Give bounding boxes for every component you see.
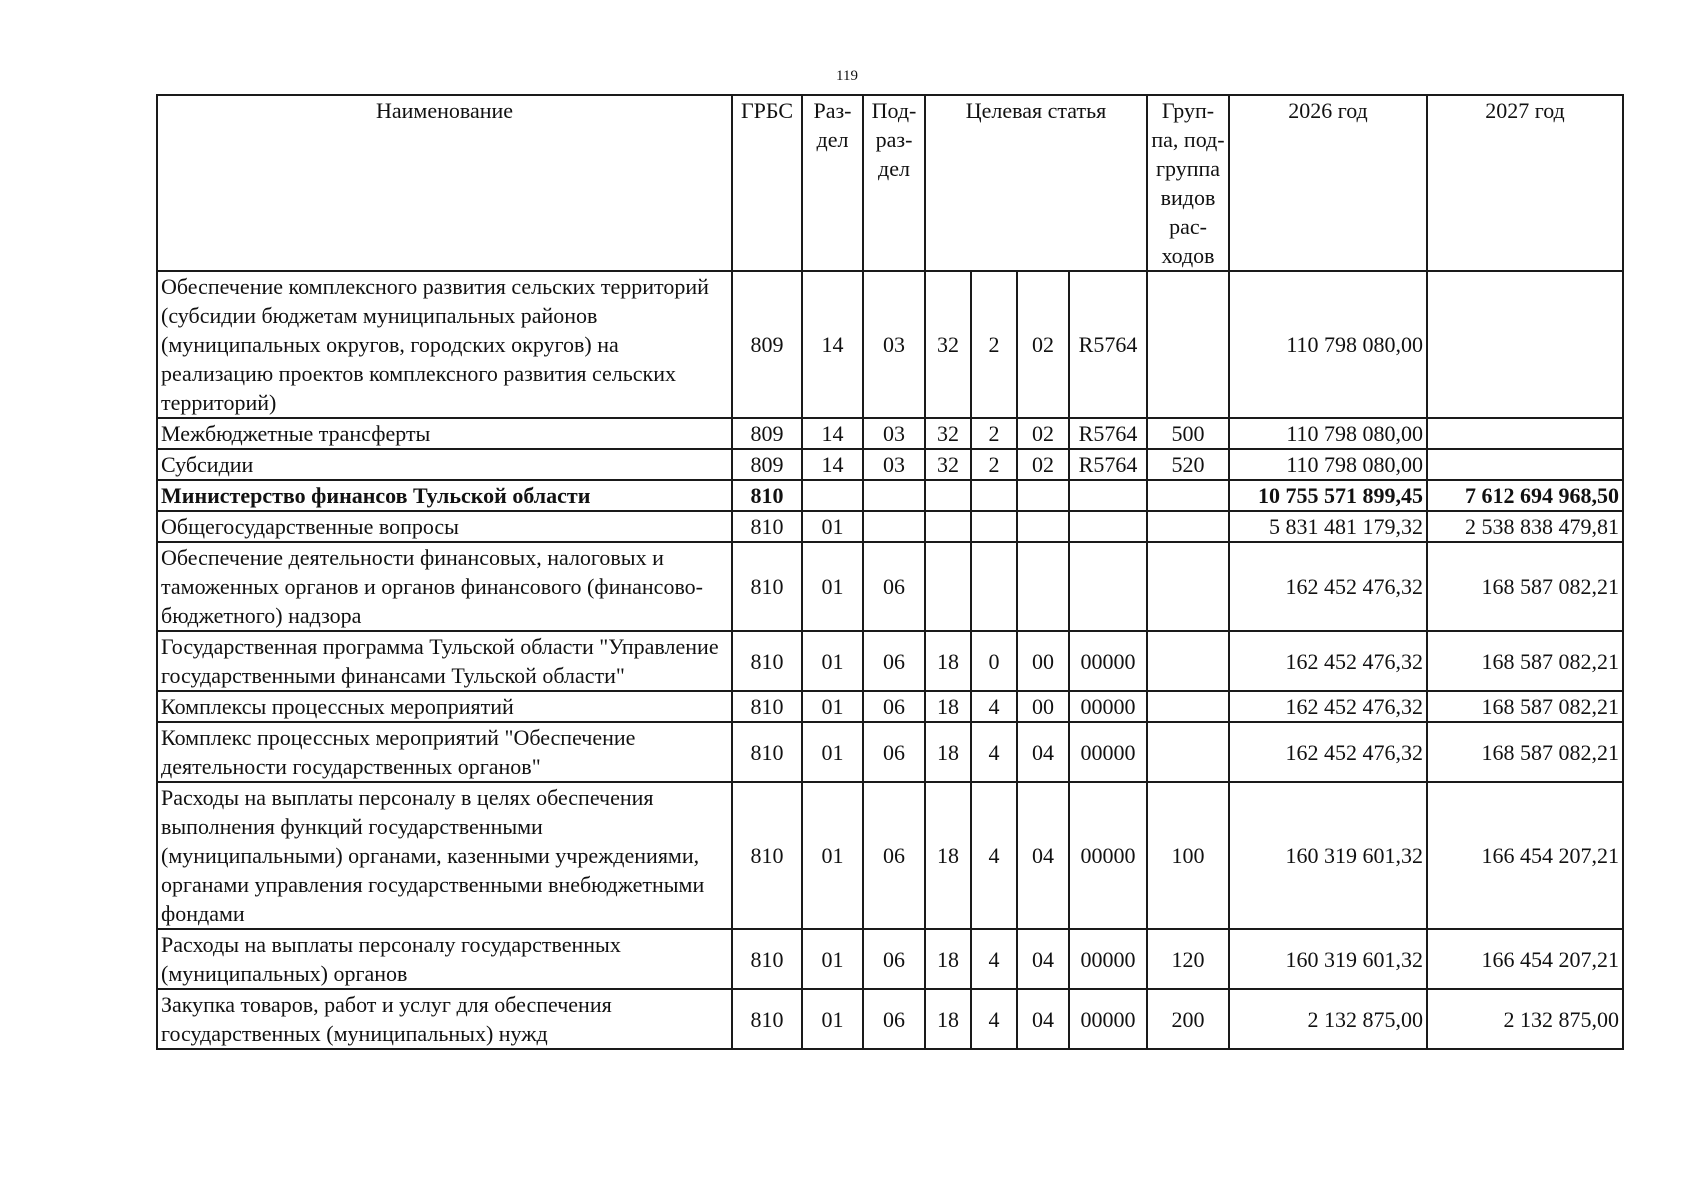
row-expense-group: 520 [1147, 449, 1229, 480]
row-razdel: 01 [802, 542, 863, 631]
row-razdel: 01 [802, 691, 863, 722]
row-amount-2026: 160 319 601,32 [1229, 929, 1427, 989]
table-body [157, 271, 1623, 1049]
header-year-2027: 2027 год [1427, 95, 1623, 271]
table-row [157, 631, 1623, 691]
row-name: Общегосударственные вопросы [157, 511, 732, 542]
row-razdel: 14 [802, 418, 863, 449]
row-target-program: 18 [925, 782, 971, 929]
row-target-direction: 00000 [1069, 722, 1147, 782]
row-target-type: 4 [971, 929, 1017, 989]
row-podrazdel: 06 [863, 631, 925, 691]
row-target-subprogram [1017, 511, 1069, 542]
row-expense-group: 100 [1147, 782, 1229, 929]
row-target-subprogram: 02 [1017, 449, 1069, 480]
row-target-type [971, 480, 1017, 511]
row-target-type [971, 511, 1017, 542]
row-target-direction: 00000 [1069, 631, 1147, 691]
table-row [157, 929, 1623, 989]
table-row [157, 782, 1623, 929]
row-target-subprogram [1017, 542, 1069, 631]
row-amount-2027 [1427, 271, 1623, 418]
row-name: Государственная программа Тульской области "Управление государственными финансами Тульской области" [157, 631, 732, 691]
row-target-program: 18 [925, 631, 971, 691]
table-row [157, 542, 1623, 631]
row-podrazdel [863, 511, 925, 542]
table-row [157, 418, 1623, 449]
row-name: Министерство финансов Тульской области [157, 480, 732, 511]
row-target-type: 2 [971, 449, 1017, 480]
row-grbs: 810 [732, 929, 802, 989]
row-grbs: 810 [732, 722, 802, 782]
row-target-direction: R5764 [1069, 271, 1147, 418]
row-amount-2026: 162 452 476,32 [1229, 691, 1427, 722]
row-podrazdel [863, 480, 925, 511]
row-target-subprogram: 02 [1017, 418, 1069, 449]
header-expense-group: Груп-па, под-группа видов рас-ходов [1147, 95, 1229, 271]
row-target-type: 2 [971, 418, 1017, 449]
row-target-subprogram: 02 [1017, 271, 1069, 418]
table-header [157, 95, 1623, 271]
header-year-2026: 2026 год [1229, 95, 1427, 271]
row-amount-2026: 110 798 080,00 [1229, 449, 1427, 480]
row-name: Комплексы процессных мероприятий [157, 691, 732, 722]
row-amount-2026: 162 452 476,32 [1229, 542, 1427, 631]
row-grbs: 810 [732, 989, 802, 1049]
row-amount-2027 [1427, 449, 1623, 480]
row-amount-2027: 2 538 838 479,81 [1427, 511, 1623, 542]
row-razdel: 01 [802, 511, 863, 542]
row-target-subprogram: 04 [1017, 722, 1069, 782]
budget-table [156, 94, 1624, 1050]
row-target-direction [1069, 511, 1147, 542]
row-expense-group: 200 [1147, 989, 1229, 1049]
row-expense-group: 500 [1147, 418, 1229, 449]
row-target-type: 2 [971, 271, 1017, 418]
row-amount-2027: 168 587 082,21 [1427, 631, 1623, 691]
row-target-direction: 00000 [1069, 691, 1147, 722]
row-expense-group [1147, 691, 1229, 722]
row-grbs: 810 [732, 480, 802, 511]
row-amount-2027: 166 454 207,21 [1427, 782, 1623, 929]
row-name: Расходы на выплаты персоналу государственных (муниципальных) органов [157, 929, 732, 989]
row-podrazdel: 06 [863, 929, 925, 989]
row-razdel: 01 [802, 722, 863, 782]
row-amount-2026: 162 452 476,32 [1229, 631, 1427, 691]
row-target-program: 18 [925, 691, 971, 722]
row-target-direction: 00000 [1069, 782, 1147, 929]
page-number: 119 [836, 68, 858, 84]
header-podrazdel: Под-раз-дел [863, 95, 925, 271]
header-name: Наименование [157, 95, 732, 271]
table-row [157, 722, 1623, 782]
table-row [157, 511, 1623, 542]
row-podrazdel: 06 [863, 989, 925, 1049]
row-target-program [925, 480, 971, 511]
row-amount-2026: 5 831 481 179,32 [1229, 511, 1427, 542]
row-grbs: 809 [732, 449, 802, 480]
row-amount-2026: 160 319 601,32 [1229, 782, 1427, 929]
row-target-direction: 00000 [1069, 929, 1147, 989]
row-amount-2026: 162 452 476,32 [1229, 722, 1427, 782]
row-razdel: 14 [802, 449, 863, 480]
row-target-program [925, 542, 971, 631]
row-target-program: 32 [925, 418, 971, 449]
row-amount-2027: 2 132 875,00 [1427, 989, 1623, 1049]
row-amount-2026: 110 798 080,00 [1229, 271, 1427, 418]
row-expense-group [1147, 542, 1229, 631]
row-target-program [925, 511, 971, 542]
row-grbs: 810 [732, 782, 802, 929]
row-amount-2027: 7 612 694 968,50 [1427, 480, 1623, 511]
row-target-program: 18 [925, 989, 971, 1049]
row-podrazdel: 03 [863, 271, 925, 418]
row-expense-group [1147, 480, 1229, 511]
row-expense-group: 120 [1147, 929, 1229, 989]
row-grbs: 810 [732, 691, 802, 722]
row-name: Закупка товаров, работ и услуг для обеспечения государственных (муниципальных) нужд [157, 989, 732, 1049]
row-target-subprogram [1017, 480, 1069, 511]
row-razdel: 14 [802, 271, 863, 418]
row-podrazdel: 06 [863, 691, 925, 722]
row-expense-group [1147, 631, 1229, 691]
row-target-direction: R5764 [1069, 418, 1147, 449]
row-podrazdel: 03 [863, 418, 925, 449]
row-grbs: 809 [732, 271, 802, 418]
table-row [157, 989, 1623, 1049]
row-grbs: 809 [732, 418, 802, 449]
row-amount-2027 [1427, 418, 1623, 449]
row-target-subprogram: 00 [1017, 631, 1069, 691]
table-row [157, 691, 1623, 722]
row-target-subprogram: 04 [1017, 989, 1069, 1049]
row-target-type: 4 [971, 989, 1017, 1049]
table-row [157, 449, 1623, 480]
header-razdel: Раз-дел [802, 95, 863, 271]
row-target-program: 32 [925, 449, 971, 480]
row-target-type: 4 [971, 782, 1017, 929]
row-target-subprogram: 04 [1017, 929, 1069, 989]
row-razdel [802, 480, 863, 511]
row-amount-2026: 110 798 080,00 [1229, 418, 1427, 449]
row-target-type [971, 542, 1017, 631]
row-name: Расходы на выплаты персоналу в целях обеспечения выполнения функций государственными (муниципальными) органами, казенными учреждениями, органами управления государственными внебюджетными фондами [157, 782, 732, 929]
row-target-subprogram: 04 [1017, 782, 1069, 929]
row-amount-2027: 168 587 082,21 [1427, 691, 1623, 722]
row-razdel: 01 [802, 989, 863, 1049]
row-name: Обеспечение деятельности финансовых, налоговых и таможенных органов и органов финансового (финансово-бюджетного) надзора [157, 542, 732, 631]
row-grbs: 810 [732, 542, 802, 631]
header-target-article: Целевая статья [925, 95, 1147, 271]
header-grbs: ГРБС [732, 95, 802, 271]
row-podrazdel: 06 [863, 542, 925, 631]
row-expense-group [1147, 511, 1229, 542]
row-amount-2026: 2 132 875,00 [1229, 989, 1427, 1049]
row-target-direction: 00000 [1069, 989, 1147, 1049]
row-name: Обеспечение комплексного развития сельских территорий (субсидии бюджетам муниципальных районов (муниципальных округов, городских округов) на реализацию проектов комплексного развития сельских территорий) [157, 271, 732, 418]
row-target-program: 18 [925, 722, 971, 782]
row-target-direction [1069, 480, 1147, 511]
row-podrazdel: 03 [863, 449, 925, 480]
row-amount-2027: 168 587 082,21 [1427, 542, 1623, 631]
row-target-program: 18 [925, 929, 971, 989]
row-grbs: 810 [732, 631, 802, 691]
row-expense-group [1147, 722, 1229, 782]
row-razdel: 01 [802, 782, 863, 929]
table-row [157, 480, 1623, 511]
row-target-type: 4 [971, 691, 1017, 722]
row-razdel: 01 [802, 929, 863, 989]
row-target-subprogram: 00 [1017, 691, 1069, 722]
row-amount-2027: 168 587 082,21 [1427, 722, 1623, 782]
row-podrazdel: 06 [863, 782, 925, 929]
table-row [157, 271, 1623, 418]
row-target-program: 32 [925, 271, 971, 418]
row-razdel: 01 [802, 631, 863, 691]
row-name: Субсидии [157, 449, 732, 480]
row-target-type: 4 [971, 722, 1017, 782]
row-amount-2027: 166 454 207,21 [1427, 929, 1623, 989]
row-expense-group [1147, 271, 1229, 418]
row-podrazdel: 06 [863, 722, 925, 782]
row-grbs: 810 [732, 511, 802, 542]
row-target-type: 0 [971, 631, 1017, 691]
row-amount-2026: 10 755 571 899,45 [1229, 480, 1427, 511]
row-target-direction: R5764 [1069, 449, 1147, 480]
row-name: Комплекс процессных мероприятий "Обеспечение деятельности государственных органов" [157, 722, 732, 782]
row-name: Межбюджетные трансферты [157, 418, 732, 449]
row-target-direction [1069, 542, 1147, 631]
